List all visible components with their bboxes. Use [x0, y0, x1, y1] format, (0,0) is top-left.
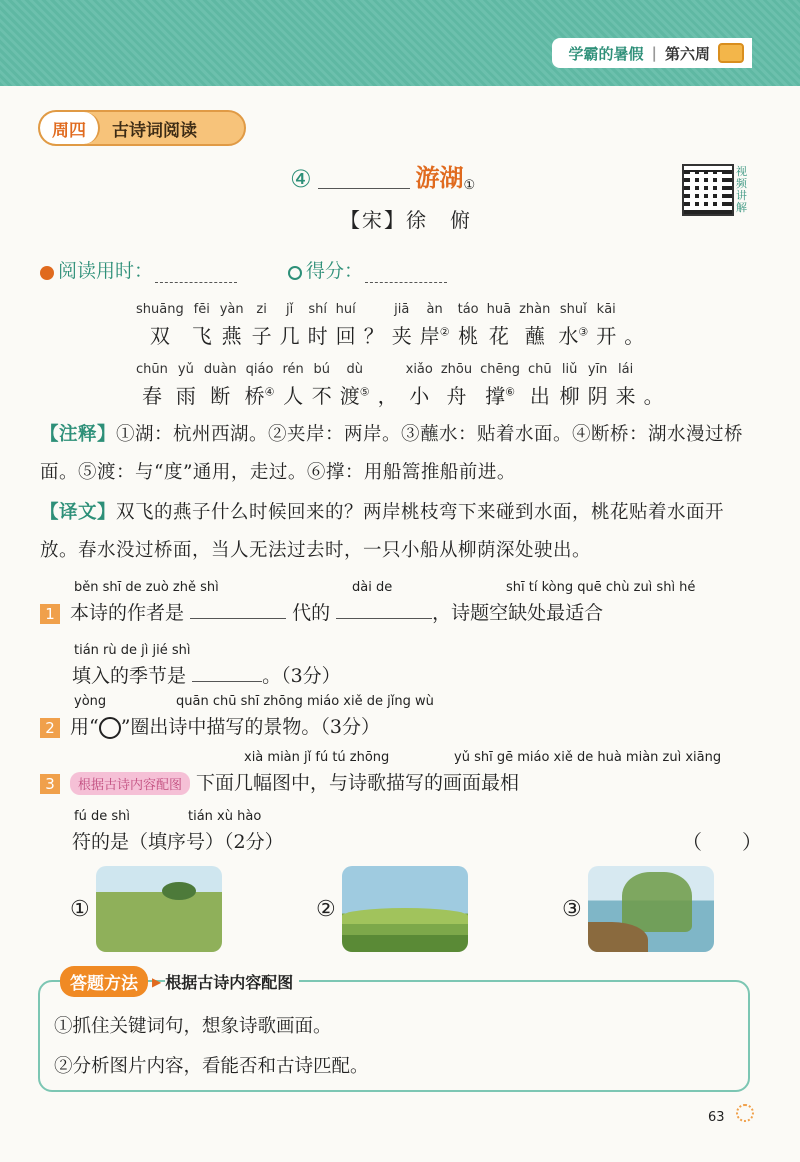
poem-line-1 [132, 302, 648, 349]
hanzi-text: ？ [363, 324, 384, 348]
hanzi-text: 。 [643, 384, 664, 408]
poem-title [290, 158, 475, 193]
poem-char [176, 362, 196, 409]
hanzi-text: ， [377, 384, 398, 408]
method-item-1: ①抓住关键词句，想象诗歌画面。 [54, 1016, 332, 1037]
poem-char [616, 362, 636, 409]
notes [40, 416, 760, 492]
hanzi [340, 380, 370, 409]
poem-char [220, 302, 244, 349]
poem-char [308, 302, 328, 349]
q1-blank-dynasty[interactable] [190, 598, 286, 619]
hanzi-text: 花 [488, 324, 509, 348]
q1-text-1: 本诗的作者是 [70, 602, 185, 624]
pinyin: yīn [587, 362, 608, 377]
hanzi [588, 380, 608, 409]
pinyin: zi [256, 302, 267, 317]
hanzi [530, 380, 550, 409]
qr-code-icon[interactable] [682, 164, 734, 216]
hanzi [409, 380, 429, 409]
hanzi-text: 桥 [244, 384, 265, 408]
q2-text-2: ”圈出诗中描写的景物。（3分） [120, 716, 381, 738]
pinyin: kāi [596, 302, 616, 317]
pinyin: yàn [219, 302, 244, 317]
hanzi-text: 燕 [221, 324, 242, 348]
note-mark: ④ [264, 385, 275, 399]
notes-text: ①湖：杭州西湖。②夹岸：两岸。③蘸水：贴着水面。④断桥：湖水漫过桥面。⑤渡：与“度”通用，走过。⑥撑：用船篙推船前进。 [40, 424, 744, 483]
reading-time-field[interactable] [155, 264, 237, 283]
hanzi-text: 断 [210, 384, 231, 408]
poem-char [192, 302, 212, 349]
q1-pinyin-4: tián rù de jì jié shì [74, 643, 191, 658]
hanzi [596, 320, 616, 349]
score-label: 得分： [306, 260, 364, 282]
hanzi [644, 380, 664, 409]
hanzi [446, 380, 466, 409]
poem-char [364, 302, 384, 349]
hanzi [489, 320, 509, 349]
poem-char [560, 362, 580, 409]
hanzi [458, 320, 478, 349]
hanzi-text: 雨 [175, 384, 196, 408]
clock-icon [40, 266, 54, 280]
poem-char [392, 302, 412, 349]
hanzi [616, 380, 636, 409]
poem-author: 【宋】徐 俯 [340, 208, 472, 232]
q3-pill: 根据古诗内容配图 [70, 772, 190, 795]
sun-icon [736, 1104, 754, 1122]
q1-number: 1 [40, 604, 60, 624]
method-badge: 答题方法 [60, 966, 148, 997]
q2-number: 2 [40, 718, 60, 738]
hanzi [558, 320, 588, 349]
note-mark: ② [439, 325, 450, 339]
poem-char [458, 302, 479, 349]
q1-text-4: 填入的季节是 [72, 665, 187, 687]
hanzi [252, 320, 272, 349]
note-mark: ⑥ [505, 385, 515, 399]
q2-text-1: 用“ [70, 716, 99, 738]
reading-time-label: 阅读用时： [58, 260, 154, 282]
circle-icon [99, 717, 121, 739]
note-mark: ⑤ [359, 385, 370, 399]
section-topic: 古诗词阅读 [112, 120, 197, 141]
translation-text: 双飞的燕子什么时候回来的？两岸桃枝弯下来碰到水面，桃花贴着水面开放。春水没过桥面，当人无法过去时，一只小船从柳荫深处驶出。 [40, 502, 725, 561]
poem-char [480, 362, 520, 409]
hanzi-text: 阴 [587, 384, 608, 408]
pinyin: fēi [193, 302, 210, 317]
question-3 [40, 750, 760, 854]
poem-char [136, 302, 184, 349]
poem-char [487, 302, 511, 349]
q1-blank-author[interactable] [336, 598, 432, 619]
poem-char [336, 302, 356, 349]
hanzi [364, 320, 384, 349]
q1-blank-season[interactable] [192, 661, 262, 682]
pinyin: duàn [203, 362, 237, 377]
hanzi-text: 夹 [391, 324, 412, 348]
hanzi [192, 320, 212, 349]
option-2-label: ② [316, 896, 336, 922]
pinyin: shí [308, 302, 327, 317]
arrow-icon: ▶ [152, 974, 162, 989]
qr-label: 视频讲解 [736, 165, 747, 214]
q1-text-2: 代的 [292, 602, 331, 624]
option-1-label: ① [70, 896, 90, 922]
q3-pinyin-4: tián xù hào [188, 809, 262, 824]
q2-pinyin-2: quān chū shī zhōng miáo xiě de jǐng wù [176, 694, 434, 709]
poem-char [136, 362, 168, 409]
hanzi-text: 双 [149, 324, 170, 348]
method-item-2: ②分析图片内容，看能否和古诗匹配。 [54, 1056, 369, 1077]
hanzi [280, 320, 300, 349]
poem-char [420, 302, 450, 349]
q1-text-3: ，诗题空缺处最适合 [432, 602, 604, 624]
poem-char [588, 362, 608, 409]
hanzi [624, 320, 644, 349]
q3-pinyin-3: fú de shì [74, 809, 130, 824]
q3-pinyin-2: yǔ shī gē miáo xiě de huà miàn zuì xiāng [454, 750, 722, 765]
series-title: 学霸的暑假 [568, 44, 644, 63]
title-note-mark: ① [463, 178, 476, 193]
pinyin: shuāng [136, 302, 184, 317]
pinyin: chēng [480, 362, 521, 377]
q3-text-2: 符的是（填序号）（2分） [72, 831, 284, 853]
hanzi-text: 出 [529, 384, 550, 408]
hanzi [420, 320, 450, 349]
hanzi [210, 380, 230, 409]
hanzi-text: 柳 [559, 384, 580, 408]
q3-pinyin-1: xià miàn jǐ fú tú zhōng [244, 750, 390, 765]
hanzi [176, 380, 196, 409]
poem-char [340, 362, 370, 409]
poem-char [252, 302, 272, 349]
q2-pinyin-1: yòng [74, 694, 107, 709]
pinyin: qiáo [245, 362, 274, 377]
poem-char [280, 302, 300, 349]
method-header [60, 966, 299, 997]
hanzi-text: 撑 [485, 384, 506, 408]
poem-char [406, 362, 433, 409]
score-field[interactable] [365, 264, 447, 283]
pinyin: shuǐ [559, 302, 587, 317]
pinyin: àn [426, 302, 443, 317]
hanzi [150, 320, 170, 349]
hanzi [308, 320, 328, 349]
poem-char [378, 362, 398, 409]
hanzi [283, 380, 303, 409]
q1-pinyin-3: shī tí kòng quē chù zuì shì hé [506, 580, 696, 595]
poem-char [441, 362, 472, 409]
hanzi-text: 舟 [446, 384, 467, 408]
hanzi-text: 小 [409, 384, 430, 408]
poem-char [282, 362, 303, 409]
hanzi-text: 开 [596, 324, 617, 348]
poem-char [204, 362, 237, 409]
poem-char [312, 362, 332, 409]
q1-pinyin-2: dài de [352, 580, 393, 595]
hanzi-text: 渡 [339, 384, 360, 408]
q3-answer-box[interactable]: （ ） [682, 830, 762, 854]
title-blank[interactable] [318, 166, 410, 189]
hanzi-text: 回 [335, 324, 356, 348]
hanzi [560, 380, 580, 409]
question-2 [40, 694, 760, 739]
poem-char [519, 302, 550, 349]
option-1[interactable] [70, 866, 222, 952]
poem-char [624, 302, 644, 349]
hanzi [378, 380, 398, 409]
poem-name: 游湖 [415, 163, 464, 192]
poem-char [245, 362, 275, 409]
score [288, 256, 447, 283]
hanzi-text: 岸 [419, 324, 440, 348]
option-3[interactable] [562, 866, 714, 952]
hanzi [312, 380, 332, 409]
question-1 [40, 580, 760, 688]
notes-label: 【注释】 [40, 424, 117, 445]
translation-label: 【译文】 [40, 502, 117, 523]
hanzi-text: 人 [283, 384, 304, 408]
hanzi [485, 380, 515, 409]
poem-line-2 [132, 362, 668, 409]
pinyin: rén [282, 362, 304, 377]
pinyin: dù [346, 362, 363, 377]
pinyin: zhōu [440, 362, 473, 377]
hanzi-text: 蘸 [524, 324, 545, 348]
pinyin: huā [486, 302, 512, 317]
hanzi-text: 几 [279, 324, 300, 348]
book-icon [718, 43, 744, 63]
pinyin: xiǎo [405, 362, 433, 377]
hanzi [222, 320, 242, 349]
hanzi-text: 。 [624, 324, 645, 348]
pinyin: lái [618, 362, 634, 377]
q1-pinyin-1: běn shī de zuò zhě shì [74, 580, 219, 595]
pinyin: chūn [136, 362, 168, 377]
section-tab [38, 110, 246, 146]
pinyin: jǐ [286, 302, 294, 317]
section-day: 周四 [40, 112, 100, 144]
pinyin: liǔ [561, 362, 578, 377]
check-icon [288, 266, 302, 280]
hanzi-text: 来 [615, 384, 636, 408]
pinyin: jiā [394, 302, 410, 317]
note-mark: ③ [578, 325, 589, 339]
hanzi [392, 320, 412, 349]
reading-time [40, 256, 237, 283]
poem-char [558, 302, 588, 349]
hanzi-text: 不 [311, 384, 332, 408]
translation [40, 494, 760, 570]
hanzi-text: 子 [251, 324, 272, 348]
hanzi-text: 春 [141, 384, 162, 408]
pinyin: táo [457, 302, 479, 317]
pinyin: zhàn [519, 302, 551, 317]
pinyin: yǔ [177, 362, 194, 377]
week-label: 第六周 [664, 44, 710, 63]
q3-text-1: 下面几幅图中，与诗歌描写的画面最相 [196, 772, 520, 794]
hanzi-text: 水 [558, 324, 579, 348]
hanzi-text: 飞 [191, 324, 212, 348]
hanzi [245, 380, 275, 409]
hanzi [525, 320, 545, 349]
option-2-image [342, 866, 468, 952]
pinyin: chū [528, 362, 552, 377]
poem-char [528, 362, 552, 409]
option-1-image [96, 866, 222, 952]
option-3-label: ③ [562, 896, 582, 922]
option-3-image [588, 866, 714, 952]
poem-char [644, 362, 664, 409]
pinyin: bú [313, 362, 330, 377]
method-title: 根据古诗内容配图 [165, 970, 299, 993]
pinyin: huí [335, 302, 356, 317]
q3-number: 3 [40, 774, 60, 794]
q1-text-5: 。（3分） [262, 665, 341, 687]
header-tag: 学霸的暑假 | 第六周 [552, 38, 752, 68]
poem-char [596, 302, 616, 349]
page-number: 63 [708, 1110, 725, 1125]
hanzi-text: 桃 [458, 324, 479, 348]
option-2[interactable] [316, 866, 468, 952]
hanzi [142, 380, 162, 409]
hanzi-text: 时 [307, 324, 328, 348]
poem-number: ④ [290, 165, 312, 193]
hanzi [336, 320, 356, 349]
